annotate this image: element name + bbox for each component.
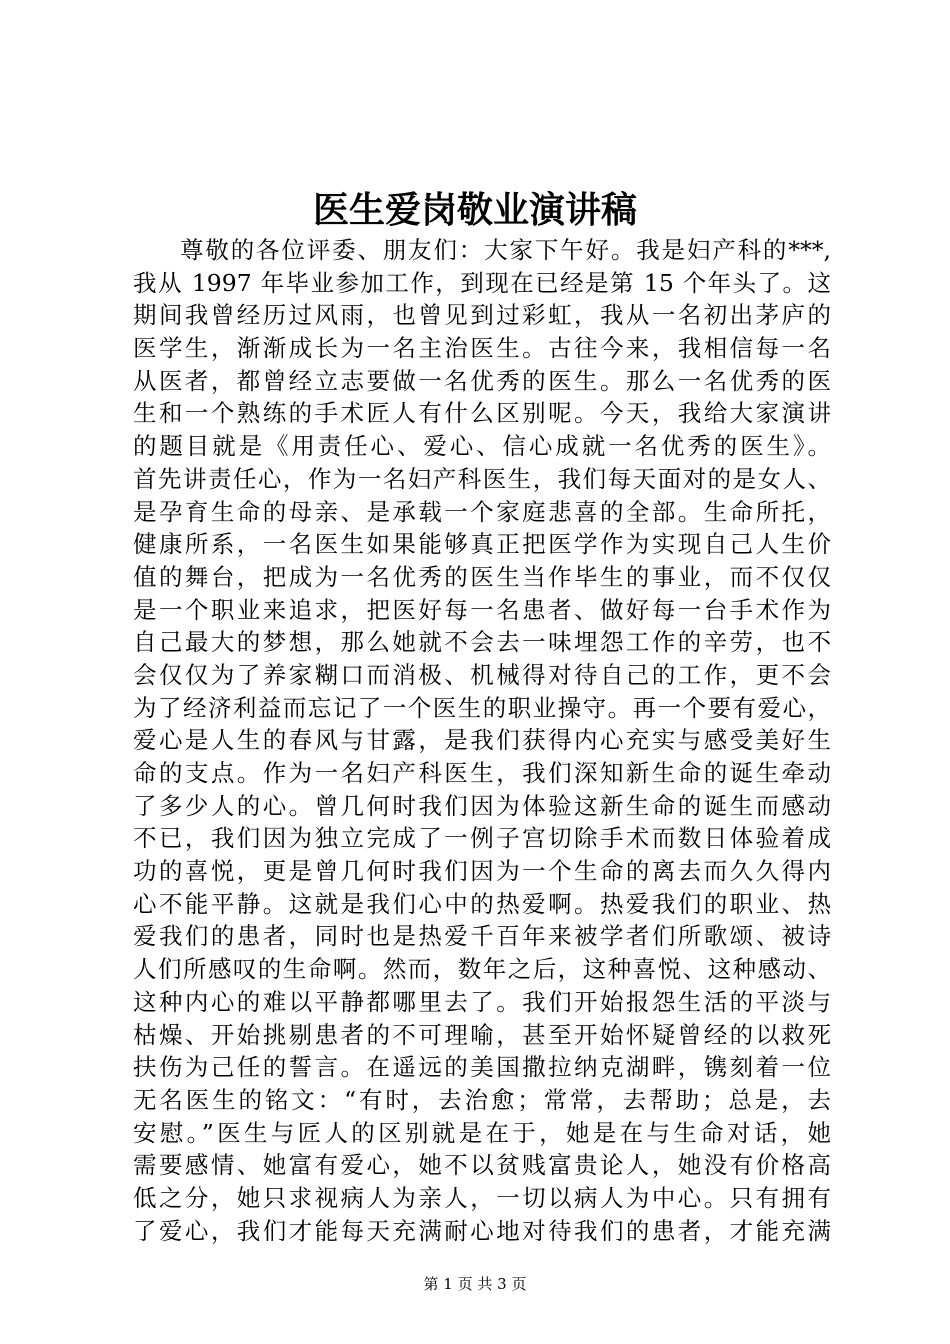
paragraph-line: 爱我们的患者，同时也是热爱千百年来被学者们所歌颂、被诗	[133, 922, 831, 951]
paragraph-line: 我从 1997 年毕业参加工作，到现在已经是第 15 个年头了。这	[133, 268, 831, 297]
paragraph-line: 功的喜悦，更是曾几何时我们因为一个生命的离去而久久得内	[133, 857, 831, 886]
paragraph-line: 首先讲责任心，作为一名妇产科医生，我们每天面对的是女人、	[133, 464, 831, 493]
paragraph-line: 枯燥、开始挑剔患者的不可理喻，甚至开始怀疑曾经的以救死	[133, 1020, 831, 1049]
paragraph-line: 医学生，渐渐成长为一名主治医生。古往今来，我相信每一名	[133, 334, 831, 363]
paragraph-line: 的题目就是《用责任心、爱心、信心成就一名优秀的医生》。	[133, 432, 831, 461]
paragraph-line: 这种内心的难以平静都哪里去了。我们开始报怨生活的平淡与	[133, 987, 831, 1016]
paragraph-line: 扶伤为己任的誓言。在遥远的美国撒拉纳克湖畔，镌刻着一位	[133, 1053, 831, 1082]
paragraph-line: 为了经济利益而忘记了一个医生的职业操守。再一个要有爱心，	[133, 693, 831, 722]
paragraph-line: 低之分，她只求视病人为亲人，一切以病人为中心。只有拥有	[133, 1183, 831, 1212]
paragraph-line: 健康所系，一名医生如果能够真正把医学作为实现自己人生价	[133, 530, 831, 559]
paragraph-line: 了爱心，我们才能每天充满耐心地对待我们的患者，才能充满	[133, 1216, 831, 1245]
paragraph-line: 是孕育生命的母亲、是承载一个家庭悲喜的全部。生命所托，	[133, 497, 831, 526]
paragraph-line: 生和一个熟练的手术匠人有什么区别呢。今天，我给大家演讲	[133, 399, 831, 428]
paragraph-line: 值的舞台，把成为一名优秀的医生当作毕生的事业，而不仅仅	[133, 562, 831, 591]
paragraph-line: 心不能平静。这就是我们心中的热爱啊。热爱我们的职业、热	[133, 889, 831, 918]
paragraph-line: 从医者，都曾经立志要做一名优秀的医生。那么一名优秀的医	[133, 366, 831, 395]
paragraph-line: 不已，我们因为独立完成了一例子宫切除手术而数日体验着成	[133, 824, 831, 853]
paragraph-line: 了多少人的心。曾几何时我们因为体验这新生命的诞生而感动	[133, 791, 831, 820]
paragraph-line: 人们所感叹的生命啊。然而，数年之后，这种喜悦、这种感动、	[133, 955, 831, 984]
paragraph-line: 爱心是人生的春风与甘露，是我们获得内心充实与感受美好生	[133, 726, 831, 755]
paragraph-line: 命的支点。作为一名妇产科医生，我们深知新生命的诞生牵动	[133, 759, 831, 787]
paragraph-line: 期间我曾经历过风雨，也曾见到过彩虹，我从一名初出茅庐的	[133, 301, 831, 330]
paragraph-line: 需要感情、她富有爱心，她不以贫贱富贵论人，她没有价格高	[133, 1151, 831, 1180]
paragraph-line: 会仅仅为了养家糊口而消极、机械得对待自己的工作，更不会	[133, 660, 831, 689]
document-title: 医生爱岗敬业演讲稿	[312, 189, 637, 231]
paragraph-line: 无名医生的铭文：“有时，去治愈；常常，去帮助；总是，去	[133, 1085, 831, 1114]
paragraph-line: 安慰。”医生与匠人的区别就是在于，她是在与生命对话，她	[133, 1118, 831, 1147]
paragraph-line: 是一个职业来追求，把医好每一名患者、做好每一台手术作为	[133, 595, 831, 624]
paragraph-line: 自己最大的梦想，那么她就不会去一味埋怨工作的辛劳，也不	[133, 628, 831, 657]
paragraph-line: 尊敬的各位评委、朋友们：大家下午好。我是妇产科的***,	[180, 236, 831, 264]
document-body	[133, 234, 831, 1247]
page-footer: 第 1 页 共 3 页	[423, 1275, 527, 1293]
